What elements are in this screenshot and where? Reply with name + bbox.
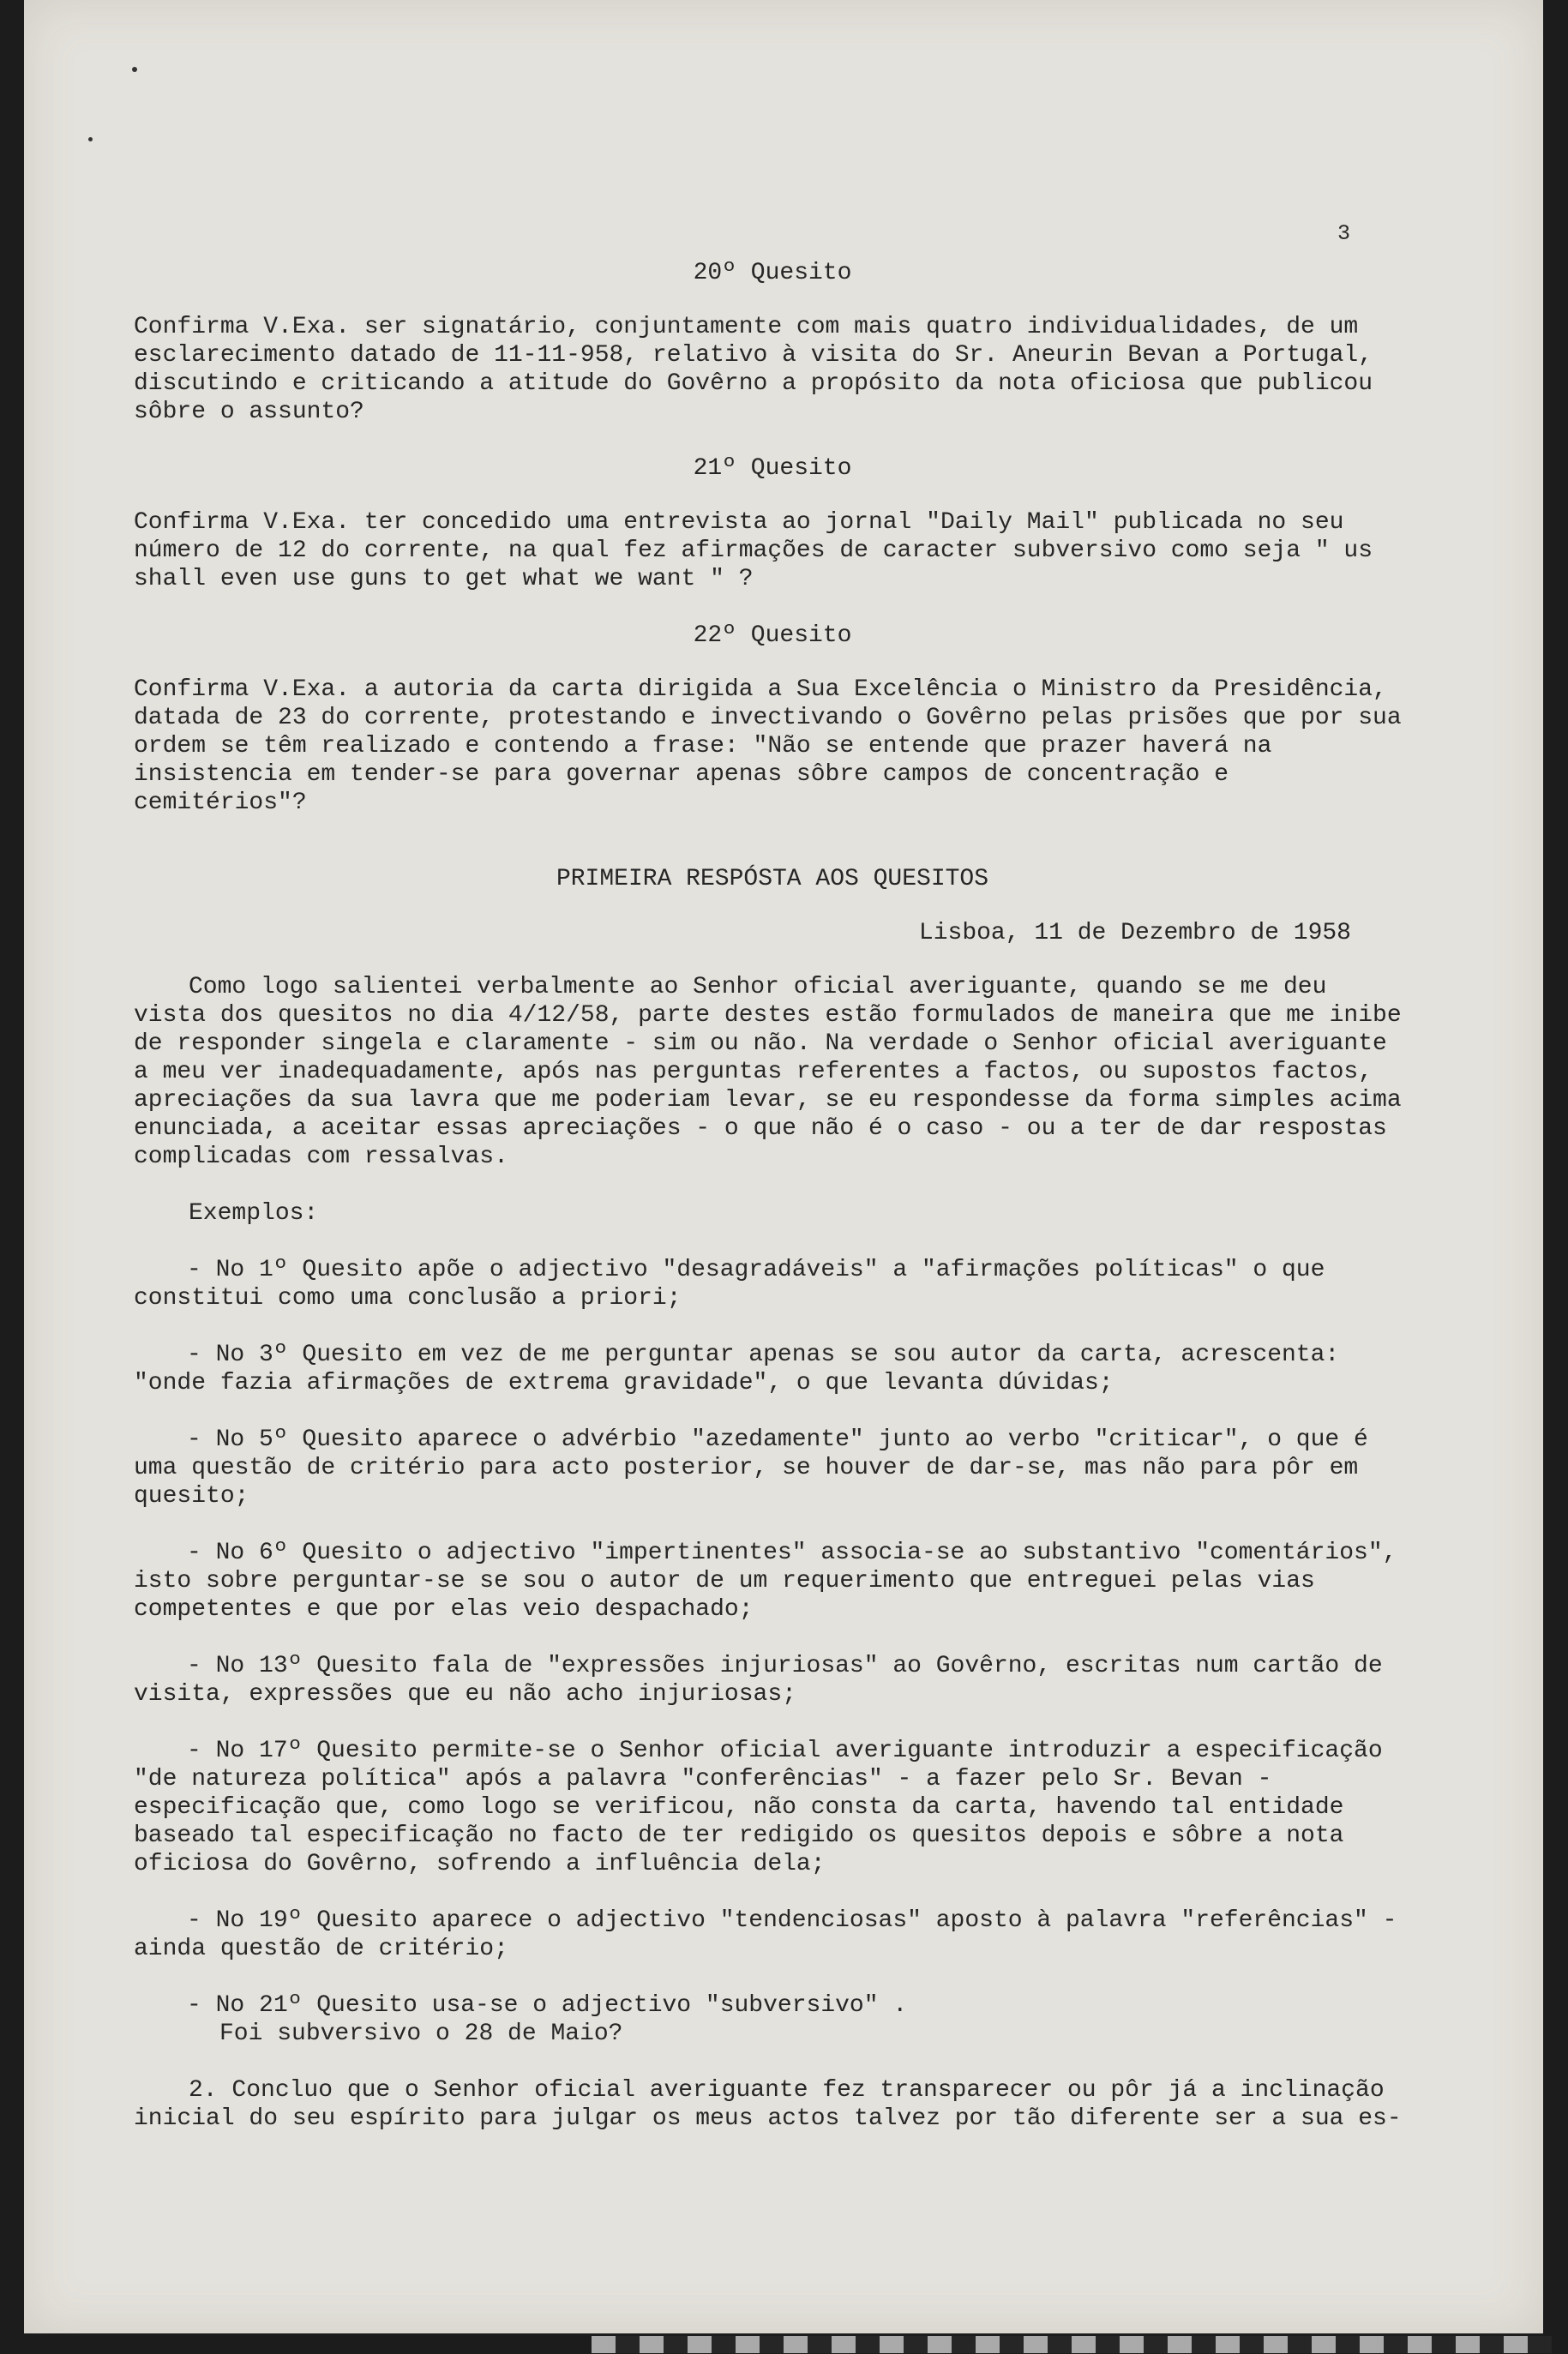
question-heading-21: 21º Quesito (693, 455, 852, 482)
example-item-19: - No 19º Quesito aparece o adjectivo "tendenciosas" aposto à palavra "referências" - ainda questão de critério; (134, 1907, 1397, 1962)
question-text-20: Confirma V.Exa. ser signatário, conjuntamente com mais quatro individualidades, de um esclarecimento datado de 11-11-958, relativo à visita do Sr. Aneurin Bevan a Portugal, discutindo e criticando a atitude do Govêrno a propósito da nota oficiosa que publicou sôbre o assunto? (134, 314, 1373, 425)
page-number: 3 (1337, 221, 1351, 246)
answer-intro: Como logo salientei verbalmente ao Senhor oficial averiguante, quando se me deu vista dos quesitos no dia 4/12/58, parte destes estão formulados de maneira que me inibe de responder singela e claramente - sim ou não. Na verdade o Senhor oficial averiguante a meu ver inadequadamente, após nas perguntas referentes a factos, ou supostos factos, apreciações da sua lavra que me poderiam levar, se eu respondesse da forma simples acima enunciada, a aceitar essas apreciações - o que não é o caso - ou a ter de dar respostas complicadas com ressalvas. (134, 974, 1402, 1170)
examples-label: Exemplos: (189, 1200, 319, 1227)
scale-bar (592, 2336, 1552, 2353)
ink-speck (132, 67, 137, 72)
question-heading-22: 22º Quesito (693, 622, 852, 649)
question-text-22: Confirma V.Exa. a autoria da carta dirigida a Sua Excelência o Ministro da Presidência, datada de 23 do corrente, protestando e invectivando o Govêrno pelas prisões que por sua ordem se têm realizado e contendo a frase: "Não se entende que prazer haverá na insistencia em tender-se para governar apenas sôbre campos de concentração e cemitérios"? (134, 676, 1402, 816)
example-item-17: - No 17º Quesito permite-se o Senhor oficial averiguante introduzir a especificação "de natureza política" após a palavra "conferências" - a fazer pelo Sr. Bevan - especificação que, como logo se verificou, não consta da carta, havendo tal entidade baseado tal especificação no facto de ter redigido os quesitos depois e sôbre a nota oficiosa do Govêrno, sofrendo a influência dela; (134, 1738, 1383, 1877)
example-item-13: - No 13º Quesito fala de "expressões injuriosas" ao Govêrno, escritas num cartão de visita, expressões que eu não acho injuriosas; (134, 1653, 1383, 1708)
example-item-21: - No 21º Quesito usa-se o adjectivo "subversivo" . (187, 1992, 908, 2019)
document-body (134, 259, 1411, 2161)
question-heading-20: 20º Quesito (693, 260, 852, 286)
ink-speck (88, 137, 93, 141)
example-item-1: - No 1º Quesito apõe o adjectivo "desagradáveis" a "afirmações políticas" o que constitui como uma conclusão a priori; (134, 1257, 1325, 1312)
example-item-5: - No 5º Quesito aparece o advérbio "azedamente" junto ao verbo "criticar", o que é uma questão de critério para acto posterior, se houver de dar-se, mas não para pôr em quesito; (134, 1426, 1368, 1510)
answer-title: PRIMEIRA RESPÓSTA AOS QUESITOS (556, 866, 989, 892)
question-text-21: Confirma V.Exa. ter concedido uma entrevista ao jornal "Daily Mail" publicada no seu número de 12 do corrente, na qual fez afirmações de caracter subversivo como seja " us shall even use guns to get what we want " ? (134, 509, 1373, 592)
example-item-21-continuation: Foi subversivo o 28 de Maio? (219, 2021, 623, 2047)
answer-date: Lisboa, 11 de Dezembro de 1958 (918, 920, 1351, 946)
conclusion-paragraph: 2. Concluo que o Senhor oficial averiguante fez transparecer ou pôr já a inclinação inicial do seu espírito para julgar os meus actos talvez por tão diferente ser a sua es- (134, 2077, 1402, 2132)
example-item-3: - No 3º Quesito em vez de me perguntar apenas se sou autor da carta, acrescenta: "onde fazia afirmações de extrema gravidade", o que levanta dúvidas; (134, 1342, 1340, 1396)
example-item-6: - No 6º Quesito o adjectivo "impertinentes" associa-se ao substantivo "comentários", isto sobre perguntar-se se sou o autor de um requerimento que entreguei pelas vias competentes e que por elas veio despachado; (134, 1540, 1397, 1623)
